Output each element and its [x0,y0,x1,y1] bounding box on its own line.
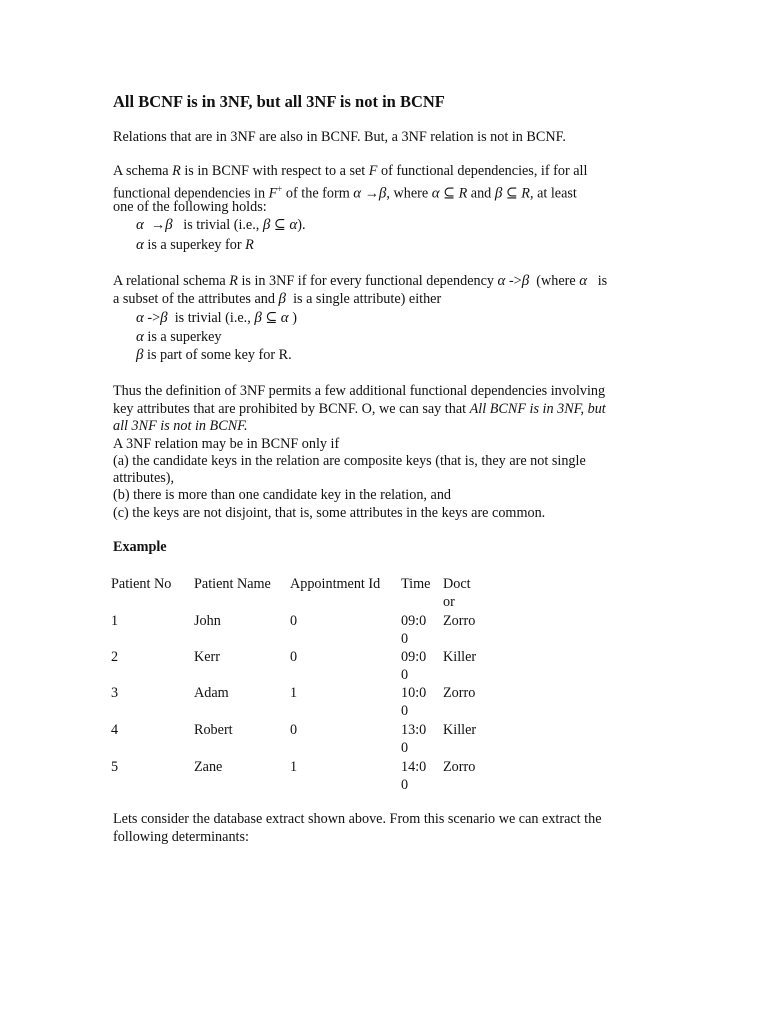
condition-b: (b) there is more than one candidate key in the relation, and [113,487,452,503]
table-header-cell: Doctor [443,576,471,610]
table-cell: 10:00 [401,685,427,719]
table-cell: John [194,613,221,629]
table-cell: 1 [290,685,298,701]
para-line-2: key attributes that are prohibited by BCNF. O, we can say that All BCNF is in 3NF, but [113,401,606,417]
table-cell: Killer [443,649,477,665]
intro-text: Relations that are in 3NF are also in BCNF. But, a 3NF relation is not in BCNF. [113,129,566,145]
alpha-symbol: α [353,185,362,202]
table-header-cell: Patient Name [194,576,271,592]
beta-symbol: β [378,185,387,202]
tnf-line-2: a subset of the attributes and β is a single attribute) either [113,291,442,307]
condition-c: (c) the keys are not disjoint, that is, some attributes in the keys are common. [113,505,546,521]
table-cell: 1 [111,613,119,629]
para-line-3: all 3NF is not in BCNF. [113,418,248,434]
table-cell: Killer [443,722,477,738]
table-cell: Robert [194,722,233,738]
tnf-condition-3: β is part of some key for R. [136,347,292,363]
table-cell: Kerr [194,649,220,665]
table-cell: 0 [290,722,298,738]
page-title: All BCNF is in 3NF, but all 3NF is not in BCNF [113,92,445,111]
table-cell: 0 [290,613,298,629]
bcnf-line-3: one of the following holds: [113,199,267,215]
table-header-cell: Appointment Id [290,576,381,592]
table-cell: 14:00 [401,759,427,793]
table-cell: 13:00 [401,722,427,756]
table-header-cell: Time [401,576,431,592]
table-cell: Zorro [443,685,476,701]
condition-a-line-1: (a) the candidate keys in the relation are composite keys (that is, they are not single [113,453,586,469]
bcnf-condition-1: α →β is trivial (i.e., β ⊆ α). [136,217,306,233]
table-cell: 09:00 [401,649,427,683]
tnf-line-1: A relational schema R is in 3NF if for every functional dependency α ->β (where α is [113,273,608,289]
bcnf-line-1: A schema R is in BCNF with respect to a set F of functional dependencies, if for all [113,163,588,179]
table-cell: Adam [194,685,229,701]
closing-line-1: Lets consider the database extract shown above. From this scenario we can extract the [113,811,602,827]
bcnf-line-2: functional dependencies in F+ of the form α →β, where α ⊆ R and β ⊆ R, at least [113,184,577,202]
table-cell: 2 [111,649,119,665]
table-cell: Zorro [443,613,476,629]
para-line-1: Thus the definition of 3NF permits a few additional functional dependencies involving [113,383,606,399]
table-header-cell: Patient No [111,576,172,592]
tnf-condition-2: α is a superkey [136,329,222,345]
table-cell: Zorro [443,759,476,775]
table-cell: 0 [290,649,298,665]
table-cell: Zane [194,759,223,775]
para-line-4: A 3NF relation may be in BCNF only if [113,436,340,452]
table-cell: 09:00 [401,613,427,647]
closing-line-2: following determinants: [113,829,249,845]
bcnf-condition-2: α is a superkey for R [136,237,254,253]
table-cell: 4 [111,722,119,738]
table-cell: 1 [290,759,298,775]
tnf-condition-1: α ->β is trivial (i.e., β ⊆ α ) [136,310,297,326]
example-heading: Example [113,539,167,555]
table-cell: 3 [111,685,119,701]
table-cell: 5 [111,759,119,775]
condition-a-line-2: attributes), [113,470,175,486]
